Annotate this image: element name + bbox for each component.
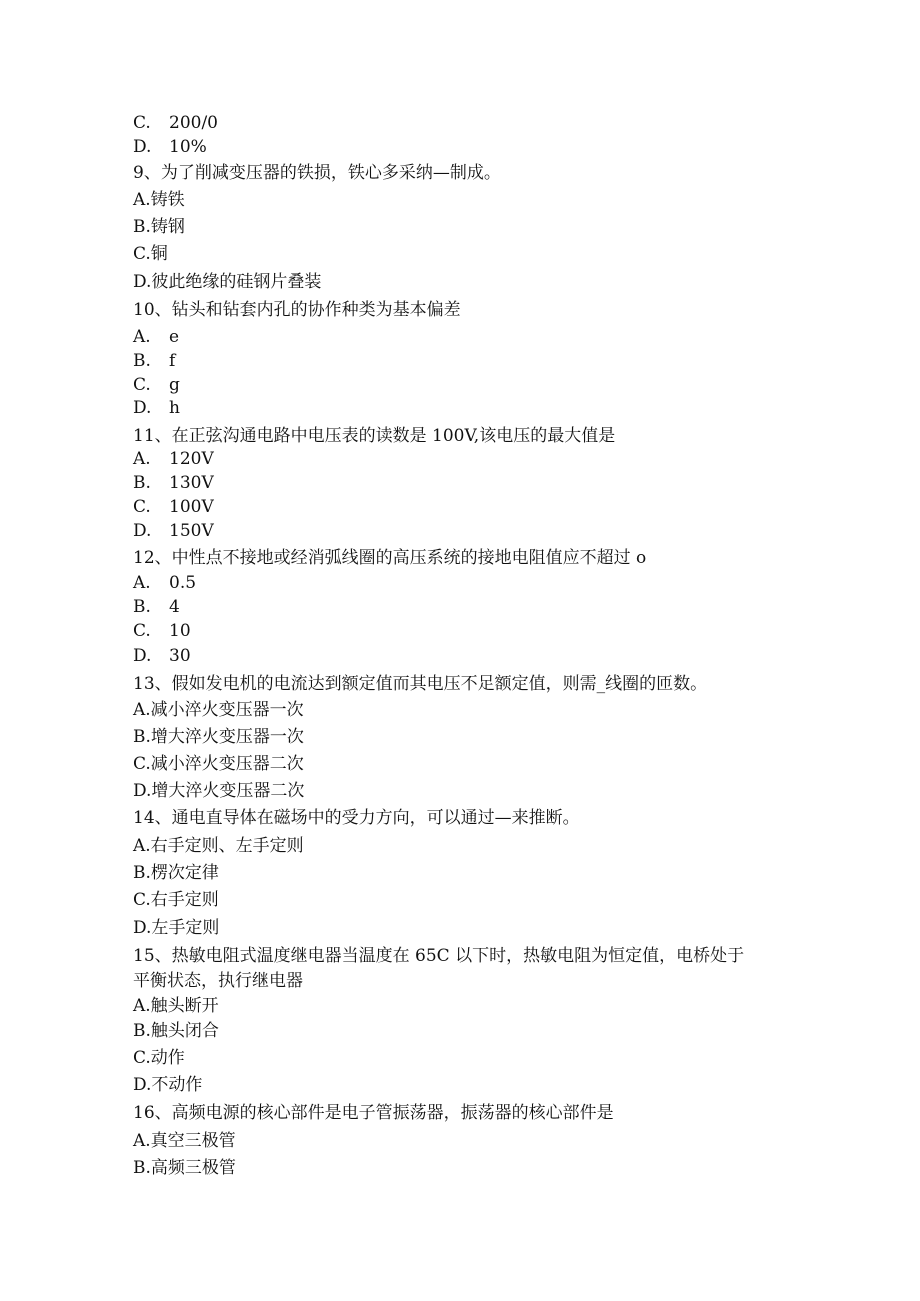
option-letter: C. (133, 497, 151, 517)
question-line: 10、钻头和钻套内孔的协作种类为基本偏差 (133, 300, 461, 320)
option-line (133, 620, 191, 642)
option-letter: A. (133, 449, 151, 469)
option-line: B.触头闭合 (133, 1021, 219, 1041)
option-line (133, 374, 180, 396)
option-line (133, 326, 179, 348)
option-line (133, 136, 207, 158)
option-line: A.右手定则、左手定则 (133, 836, 304, 856)
option-line (133, 112, 218, 134)
question-line: 9、为了削减变压器的铁损，铁心多采纳—制成。 (133, 163, 501, 183)
option-line: A.真空三极管 (133, 1131, 236, 1151)
option-line: D.左手定则 (133, 918, 220, 938)
option-line: D.不动作 (133, 1075, 203, 1095)
option-line: D.彼此绝缘的硅钢片叠装 (133, 272, 322, 292)
option-line (133, 645, 191, 667)
option-line (133, 350, 175, 372)
option-text: h (169, 398, 180, 418)
option-letter: C. (133, 621, 151, 641)
option-line: C.铜 (133, 244, 168, 264)
option-line (133, 496, 214, 518)
option-line (133, 472, 214, 494)
option-line: B.高频三极管 (133, 1158, 236, 1178)
option-text: 200/0 (169, 113, 218, 133)
option-letter: B. (133, 473, 151, 493)
option-letter: B. (133, 597, 151, 617)
option-line: C.减小淬火变压器二次 (133, 754, 304, 774)
option-text: 10 (169, 621, 191, 641)
option-text: f (169, 351, 176, 371)
option-letter: A. (133, 327, 151, 347)
question-line: 13、假如发电机的电流达到额定值而其电压不足额定值，则需_线圈的匝数。 (133, 674, 708, 694)
option-line: B.楞次定律 (133, 863, 219, 883)
option-line: A.铸铁 (133, 190, 185, 210)
option-text: 120V (169, 449, 214, 469)
option-text: 100V (169, 497, 214, 517)
option-line (133, 520, 214, 542)
option-line: A.触头断开 (133, 996, 219, 1016)
option-text: 4 (169, 597, 180, 617)
option-line (133, 596, 180, 618)
option-letter: B. (133, 351, 151, 371)
option-letter: D. (133, 398, 152, 418)
option-line: D.增大淬火变压器二次 (133, 781, 305, 801)
option-text: e (169, 327, 180, 347)
option-letter: C. (133, 113, 151, 133)
option-text: g (169, 375, 180, 395)
question-line: 平衡状态，执行继电器 (133, 971, 303, 991)
option-text: 10% (169, 137, 207, 157)
option-text: 0.5 (169, 573, 197, 593)
option-letter: D. (133, 137, 152, 157)
option-letter: D. (133, 521, 152, 541)
option-line: C.右手定则 (133, 890, 219, 910)
option-line: B.铸钢 (133, 217, 185, 237)
option-letter: C. (133, 375, 151, 395)
option-line: A.减小淬火变压器一次 (133, 700, 304, 720)
option-line: C.动作 (133, 1048, 185, 1068)
option-text: 30 (169, 646, 191, 666)
option-line (133, 448, 214, 470)
question-line: 15、热敏电阻式温度继电器当温度在 65C 以下时，热敏电阻为恒定值，电桥处于 (133, 946, 745, 966)
option-line (133, 397, 180, 419)
option-letter: D. (133, 646, 152, 666)
question-line: 11、在正弦沟通电路中电压表的读数是 100V,该电压的最大值是 (133, 426, 616, 446)
question-line: 16、高频电源的核心部件是电子管振荡器，振荡器的核心部件是 (133, 1103, 614, 1123)
question-line: 14、通电直导体在磁场中的受力方向，可以通过—来推断。 (133, 808, 580, 828)
option-line (133, 572, 196, 594)
question-line: 12、中性点不接地或经消弧线圈的高压系统的接地电阻值应不超过 o (133, 548, 647, 568)
option-text: 150V (169, 521, 214, 541)
option-text: 130V (169, 473, 214, 493)
option-line: B.增大淬火变压器一次 (133, 727, 304, 747)
option-letter: A. (133, 573, 151, 593)
